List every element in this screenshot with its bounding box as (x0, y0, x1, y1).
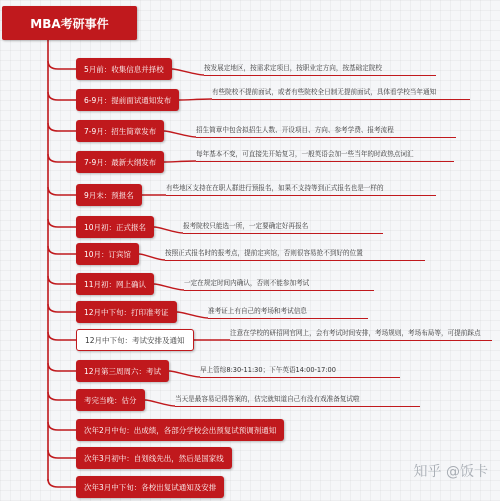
branch-line (48, 246, 76, 254)
node-collect-info[interactable]: 5月前：收集信息并择校 (76, 58, 172, 80)
note-connector (172, 69, 204, 75)
branch-line (48, 123, 76, 131)
branch-line (48, 304, 76, 312)
branch-line (48, 219, 76, 227)
node-print-ticket[interactable]: 12月中下旬：打印准考证 (76, 301, 177, 323)
note-connector (145, 400, 175, 406)
node-exam-day[interactable]: 12月第三周周六：考试 (76, 360, 169, 382)
node-admission-guide[interactable]: 7-9月：招生简章发布 (76, 120, 164, 142)
note-early-interview: 有些院校不提前面试，或者有些院校全日制无提前面试，具体看学校当年通知 (212, 87, 470, 100)
note-connector (164, 161, 196, 162)
branch-line (48, 187, 76, 195)
node-early-interview[interactable]: 6-9月：提前面试通知发布 (76, 89, 179, 111)
branch-line (48, 61, 76, 69)
node-exam-arrangement[interactable]: 12月中下旬：考试安排及通知 (76, 329, 194, 351)
branch-line (48, 154, 76, 162)
node-retest-notice[interactable]: 次年3月中下旬：各校出复试通知及安排 (76, 476, 224, 498)
branch-line (48, 392, 76, 400)
note-formal-registration: 报考院校只能选一所，一定要确定好再报名 (183, 221, 383, 234)
node-results[interactable]: 次年2月中旬：出成绩，各部分学校会出预复试预调剂通知 (76, 419, 284, 441)
note-online-confirm: 一定在规定时间内确认，否则不能参加考试 (184, 278, 374, 291)
note-syllabus: 每年基本不变，可直接先开始复习，一般英语会加一些当年的时政热点词汇 (196, 149, 454, 162)
branch-line (48, 479, 76, 487)
branch-line (48, 363, 76, 371)
node-syllabus[interactable]: 7-9月：最新大纲发布 (76, 151, 164, 173)
branch-line (48, 422, 76, 430)
note-admission-guide: 招生简章中包含拟招生人数、开设项目、方向、参考学费、报考流程 (196, 125, 456, 138)
branch-line (48, 276, 76, 284)
note-connector (169, 371, 200, 377)
node-online-confirm[interactable]: 11月初：网上确认 (76, 273, 154, 295)
branch-line (48, 450, 76, 458)
note-connector (177, 312, 208, 318)
note-connector (139, 254, 165, 260)
node-formal-registration[interactable]: 10月初：正式报名 (76, 216, 154, 238)
note-estimate-score: 当天是最容易记得答案的，估完就知道自己有没有戏准备复试啦 (175, 394, 420, 407)
branch-line (48, 332, 76, 340)
note-book-hotel: 按照正式报名时的报考点，提前定宾馆，否则很容易抢不到好的位置 (165, 248, 425, 261)
node-estimate-score[interactable]: 考完当晚：估分 (76, 389, 145, 411)
root-topic[interactable]: MBA考研事件 (2, 6, 137, 40)
note-exam-arrangement: 注意在学校的研招网官网上，会有考试时间安排，考场规则，考场布局等，可提前踩点 (230, 328, 492, 341)
note-collect-info: 按发展定地区，按需求定项目，按职业定方向，按基础定院校 (204, 63, 436, 76)
note-print-ticket: 准考证上有自己的考场和考试信息 (208, 306, 368, 319)
node-book-hotel[interactable]: 10月：订宾馆 (76, 243, 139, 265)
node-pre-registration[interactable]: 9月末：预报名 (76, 184, 142, 206)
watermark: 知乎 @饭卡 (413, 464, 488, 480)
note-exam-day: 早上管综8:30-11:30；下午英语14:00-17:00 (200, 365, 400, 378)
note-pre-registration: 有些地区支持在在职人群进行预报名，如果不支持等到正式报名也是一样的 (166, 183, 436, 196)
note-connector (164, 131, 196, 137)
branch-line (48, 92, 76, 100)
note-connector (179, 99, 212, 100)
note-connector (154, 284, 184, 290)
note-connector (154, 227, 183, 233)
node-score-lines[interactable]: 次年3月初中：自划线先出，然后是国家线 (76, 447, 232, 469)
